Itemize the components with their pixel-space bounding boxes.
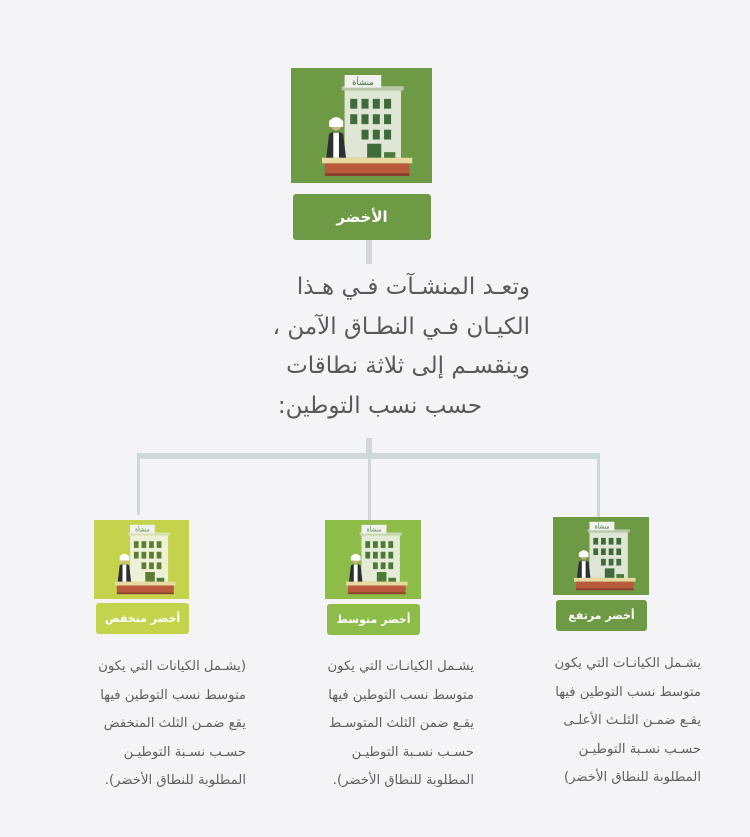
branch-drop-middle	[368, 453, 371, 520]
medium-desc-line-3: يقـع ضمن الثلث المتوسـط	[328, 716, 474, 731]
high-green-sign-text: منشأة	[594, 524, 610, 531]
top-connector	[366, 240, 372, 264]
low-desc-line-1: (يشـمل الكيانات التي يكون	[98, 659, 246, 674]
low-desc-line-4: حسـب نسـبة التوطيـن	[123, 744, 246, 760]
low-desc-line-5: المطلوبة للنطاق الأخضر).	[104, 773, 246, 788]
low-green-illustration	[94, 520, 189, 599]
medium-desc-line-2: متوسط نسب التوطين فيها	[328, 687, 474, 703]
top-node-sign-text: منشأة	[352, 76, 374, 87]
medium-desc-line-5: المطلوبة للنطاق الأخضر).	[332, 773, 474, 788]
branch-drop-right	[597, 453, 600, 517]
high-desc-line-2: متوسط نسب التوطين فيها	[555, 684, 701, 700]
intro-line-2: الكيـان فـي النطـاق الآمن ،	[272, 313, 530, 340]
top-node-label: الأخضر	[293, 194, 431, 240]
intro-line-1: وتعـد المنشـآت فـي هـذا	[296, 274, 530, 300]
high-desc-line-5: المطلوبة للنطاق الأخضر)	[563, 770, 701, 785]
high-green-illustration	[553, 517, 649, 595]
low-green-sign-text: منشأة	[135, 527, 150, 534]
high-green-label: أخضر مرتفع	[556, 600, 647, 631]
medium-desc-line-4: حسـب نسـبة التوطيـن	[351, 744, 474, 760]
medium-green-illustration	[325, 520, 421, 599]
branch-drop-left	[137, 453, 140, 515]
medium-green-description	[262, 653, 474, 796]
medium-green-label: أخضر متوسط	[327, 604, 420, 635]
medium-desc-line-1: يشـمل الكيانـات التي يكون	[327, 659, 474, 674]
intro-line-4: حسب نسب التوطين:	[277, 392, 483, 419]
low-desc-line-2: متوسط نسب التوطين فيها	[100, 687, 246, 703]
high-green-description	[489, 650, 701, 793]
high-desc-line-3: يقـع ضمـن الثلـث الأعلـى	[563, 713, 701, 728]
low-desc-line-3: يقع ضمـن الثلث المنخفض	[103, 716, 246, 731]
medium-green-sign-text: منشأة	[366, 527, 382, 534]
low-green-description	[34, 653, 246, 796]
intro-paragraph	[190, 268, 530, 426]
high-desc-line-4: حسـب نسـبة التوطيـن	[578, 741, 701, 757]
intro-line-3: وينقسـم إلى ثلاثة نطاقات	[286, 353, 530, 379]
high-desc-line-1: يشـمل الكيانـات التي يكون	[554, 656, 701, 671]
low-green-label: أخضر منخفض	[96, 603, 189, 634]
top-node-illustration	[291, 68, 432, 183]
